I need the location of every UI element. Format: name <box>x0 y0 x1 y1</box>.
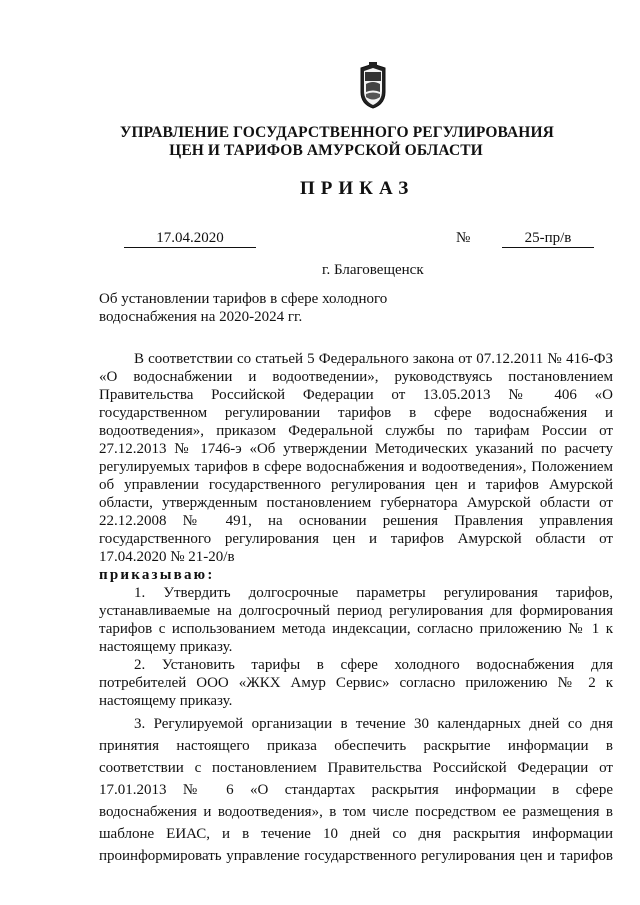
city: г. Благовещенск <box>322 262 424 278</box>
organization-title-line-1: УПРАВЛЕНИЕ ГОСУДАРСТВЕННОГО РЕГУЛИРОВАНИЯ <box>120 124 554 141</box>
organization-title <box>120 124 554 160</box>
subject-line-1: Об установлении тарифов в сфере холодного <box>99 291 388 307</box>
item-3-line: 17.01.2013 № 6 «О стандартах раскрытия информации в сфере <box>99 782 613 798</box>
item-3-line: проинформировать управление государственного регулирования цен и тарифов <box>99 848 613 864</box>
preamble-line: водоотведения», приказом Федеральной службы по тарифам России от <box>99 423 613 439</box>
preamble-line: 17.04.2020 № 21-20/в <box>99 549 235 565</box>
number-sign: № <box>456 230 471 246</box>
preamble-line: В соответствии со статьей 5 Федерального закона от 07.12.2011 № 416-ФЗ <box>134 351 613 367</box>
preamble-line: государственном регулировании тарифов в сфере водоснабжения и <box>99 405 613 421</box>
subject-line-2: водоснабжения на 2020-2024 гг. <box>99 309 303 325</box>
order-subject <box>99 290 429 326</box>
item-3-line: принятия настоящего приказа обеспечить раскрытие информации в <box>99 738 613 754</box>
preamble-line: об управлении государственного регулирования цен и тарифов Амурской <box>99 477 613 493</box>
item-1-line: 1. Утвердить долгосрочные параметры регулирования тарифов, <box>134 585 613 601</box>
preamble-line: 22.12.2008 № 491, на основании решения Правления управления <box>99 513 613 529</box>
order-body <box>99 350 613 867</box>
preamble-line: «О водоснабжении и водоотведении», руководствуясь постановлением <box>99 369 613 385</box>
item-3-line: соответствии с постановлением Правительства Российской Федерации от <box>99 760 613 776</box>
orders-keyword: приказываю: <box>99 567 215 583</box>
preamble-line: 27.12.2013 № 1746-э «Об утверждении Методических указаний по расчету <box>99 441 613 457</box>
item-3-line: водоснабжения и водоотведения», в том числе посредством ее размещения в <box>99 804 613 820</box>
preamble-line: регулируемых тарифов в сфере водоснабжения и водоотведения», Положением <box>99 459 613 475</box>
organization-title-line-2: ЦЕН И ТАРИФОВ АМУРСКОЙ ОБЛАСТИ <box>169 142 483 159</box>
preamble-line: Правительства Российской Федерации от 13.05.2013 № 406 «О <box>99 387 613 403</box>
order-number: 25-пр/в <box>502 230 594 248</box>
item-3-line: 3. Регулируемой организации в течение 30 календарных дней со дня <box>134 716 613 732</box>
item-1-line: настоящему приказу. <box>99 639 233 655</box>
order-date: 17.04.2020 <box>124 230 256 248</box>
item-2-line: потребителей ООО «ЖКХ Амур Сервис» согласно приложению № 2 к <box>99 675 613 691</box>
coat-of-arms-icon <box>355 62 391 110</box>
item-1-line: тарифов с использованием метода индексации, согласно приложению № 1 к <box>99 621 613 637</box>
item-2-line: настоящему приказу. <box>99 693 233 709</box>
document-type: ПРИКАЗ <box>300 178 415 199</box>
preamble-line: области, утвержденным постановлением губернатора Амурской области от <box>99 495 613 511</box>
preamble-line: государственного регулирования цен и тарифов Амурской области от <box>99 531 613 547</box>
item-3-line: шаблоне ЕИАС, и в течение 10 дней со дня раскрытия информации <box>99 826 613 842</box>
item-1-line: устанавливаемые на долгосрочный период регулирования для формирования <box>99 603 613 619</box>
item-2-line: 2. Установить тарифы в сфере холодного водоснабжения для <box>134 657 613 673</box>
